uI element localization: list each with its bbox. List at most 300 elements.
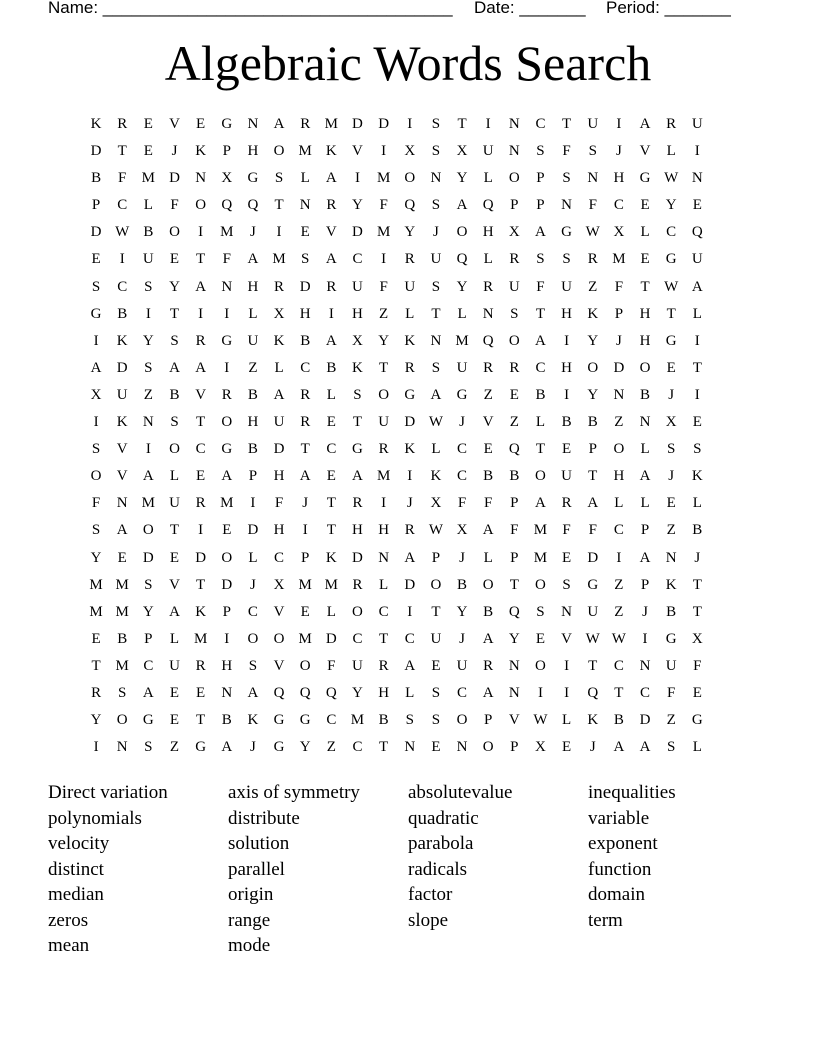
grid-cell: Z xyxy=(509,414,519,431)
word-list-item: origin xyxy=(228,884,274,905)
grid-cell: B xyxy=(143,224,154,241)
grid-cell: A xyxy=(325,332,337,349)
grid-cell: I xyxy=(694,386,700,403)
grid-cell: E xyxy=(169,549,180,566)
grid-cell: M xyxy=(193,630,208,647)
grid-cell: Z xyxy=(588,278,598,295)
grid-cell: B xyxy=(91,170,102,187)
grid-cell: S xyxy=(118,684,127,701)
grid-cell: T xyxy=(196,712,206,729)
grid-cell: N xyxy=(456,739,468,756)
grid-cell: R xyxy=(300,116,311,132)
word-list-item: radicals xyxy=(408,858,468,880)
grid-cell: W xyxy=(428,414,443,431)
grid-cell: E xyxy=(535,630,546,647)
word-column xyxy=(228,780,408,959)
grid-cell: K xyxy=(665,576,677,593)
grid-cell: S xyxy=(693,441,702,458)
grid-cell: J xyxy=(171,143,178,160)
grid-cell: N xyxy=(116,495,128,512)
grid-row xyxy=(83,463,710,490)
grid-cell: T xyxy=(588,657,598,674)
grid-cell: W xyxy=(533,712,548,729)
grid-cell: G xyxy=(142,712,154,729)
grid-cell: S xyxy=(144,739,153,756)
grid-cell: U xyxy=(352,657,363,674)
grid-cell: B xyxy=(587,414,598,431)
grid-cell: M xyxy=(220,224,234,241)
grid-cell: D xyxy=(116,359,128,376)
grid-cell: M xyxy=(350,712,365,729)
grid-cell: I xyxy=(564,386,570,403)
grid-cell: O xyxy=(299,657,311,674)
grid-cell: T xyxy=(431,603,441,620)
grid-cell: E xyxy=(169,251,180,268)
grid-cell: A xyxy=(587,495,599,512)
grid-cell: A xyxy=(247,251,259,268)
grid-cell: X xyxy=(456,143,468,160)
grid-cell: A xyxy=(482,630,494,647)
word-list-item: Direct variation xyxy=(48,782,168,803)
grid-cell: C xyxy=(535,116,546,132)
grid-cell: N xyxy=(430,332,442,349)
grid-cell: N xyxy=(116,739,128,756)
grid-cell: T xyxy=(562,116,572,132)
grid-cell: B xyxy=(613,712,624,729)
grid-row xyxy=(83,572,710,599)
word-list-item: function xyxy=(588,858,652,880)
grid-cell: M xyxy=(376,170,391,187)
grid-cell: L xyxy=(692,739,702,756)
grid-row xyxy=(83,328,710,355)
grid-cell: P xyxy=(222,143,231,160)
grid-cell: E xyxy=(196,468,206,485)
grid-cell: Y xyxy=(456,278,468,295)
grid-cell: B xyxy=(247,386,258,403)
grid-cell: G xyxy=(404,386,416,403)
grid-cell: F xyxy=(588,197,597,214)
grid-cell: S xyxy=(431,116,441,132)
grid-cell: M xyxy=(612,251,626,268)
grid-cell: A xyxy=(299,468,311,485)
grid-cell: Z xyxy=(248,359,258,376)
grid-cell: Z xyxy=(326,739,336,756)
grid-cell: P xyxy=(614,305,624,322)
grid-cell: R xyxy=(195,332,206,349)
grid-cell: Q xyxy=(299,684,311,701)
grid-cell: S xyxy=(536,251,545,268)
grid-cell: T xyxy=(169,305,180,322)
grid-cell: Q xyxy=(404,197,416,214)
grid-cell: R xyxy=(378,657,389,674)
grid-cell: J xyxy=(249,576,256,593)
grid-cell: T xyxy=(379,739,389,756)
grid-cell: P xyxy=(510,549,519,566)
grid-cell: N xyxy=(561,603,573,620)
grid-cell: A xyxy=(352,468,363,485)
grid-cell: Z xyxy=(666,712,676,729)
grid-cell: I xyxy=(198,224,204,241)
grid-cell: B xyxy=(483,468,494,485)
grid-cell: A xyxy=(325,251,337,268)
grid-cell: X xyxy=(535,739,546,756)
grid-cell: R xyxy=(404,522,415,539)
grid-cell: N xyxy=(247,116,259,132)
grid-cell: O xyxy=(430,576,442,593)
grid-cell: T xyxy=(692,576,702,593)
grid-cell: X xyxy=(404,143,416,160)
grid-cell: S xyxy=(588,143,597,160)
grid-cell: G xyxy=(691,712,703,729)
grid-cell: D xyxy=(404,414,416,431)
grid-cell: I xyxy=(381,143,387,160)
grid-cell: T xyxy=(666,305,676,322)
word-list-item: axis of symmetry xyxy=(228,782,360,803)
grid-cell: R xyxy=(509,359,520,376)
grid-cell: L xyxy=(692,495,702,512)
grid-cell: E xyxy=(640,251,650,268)
grid-cell: O xyxy=(613,441,625,458)
grid-cell: R xyxy=(378,441,389,458)
grid-cell: Y xyxy=(508,630,520,647)
grid-cell: P xyxy=(510,197,519,214)
grid-cell: A xyxy=(639,116,651,132)
grid-cell: P xyxy=(484,712,493,729)
grid-cell: W xyxy=(115,224,130,241)
grid-cell: H xyxy=(561,305,573,322)
grid-cell: I xyxy=(354,170,360,187)
grid-cell: T xyxy=(431,305,441,322)
grid-cell: H xyxy=(273,522,285,539)
grid-cell: R xyxy=(326,278,337,295)
grid-cell: L xyxy=(640,495,650,512)
grid-cell: F xyxy=(693,657,702,674)
grid-cell: E xyxy=(431,739,441,756)
grid-cell: R xyxy=(352,495,363,512)
word-list-item: parallel xyxy=(228,858,285,880)
grid-cell: N xyxy=(482,305,494,322)
grid-cell: N xyxy=(665,549,677,566)
word-column xyxy=(408,780,588,959)
grid-cell: O xyxy=(404,170,416,187)
grid-row xyxy=(83,517,710,544)
grid-cell: C xyxy=(117,278,128,295)
grid-cell: O xyxy=(482,739,494,756)
grid-cell: D xyxy=(404,576,416,593)
grid-cell: O xyxy=(508,332,520,349)
grid-cell: Q xyxy=(325,684,337,701)
grid-cell: N xyxy=(639,414,651,431)
grid-cell: H xyxy=(352,305,363,322)
grid-cell: O xyxy=(169,441,180,458)
grid-cell: Q xyxy=(482,197,494,214)
grid-cell: I xyxy=(537,684,543,701)
grid-cell: I xyxy=(694,143,700,160)
grid-cell: S xyxy=(405,712,414,729)
grid-cell: G xyxy=(247,170,259,187)
grid-cell: T xyxy=(326,522,336,539)
grid-cell: C xyxy=(326,441,337,458)
grid-cell: N xyxy=(508,116,520,132)
grid-cell: E xyxy=(666,359,676,376)
grid-cell: I xyxy=(93,739,99,756)
grid-cell: E xyxy=(143,143,153,160)
header xyxy=(48,0,748,20)
grid-row xyxy=(83,680,710,707)
grid-cell: V xyxy=(169,576,180,593)
grid-cell: N xyxy=(221,278,233,295)
grid-cell: B xyxy=(561,414,572,431)
grid-cell: H xyxy=(639,332,651,349)
grid-cell: M xyxy=(455,332,469,349)
grid-cell: S xyxy=(170,414,179,431)
grid-cell: S xyxy=(353,386,362,403)
grid-cell: T xyxy=(196,251,206,268)
grid-cell: T xyxy=(117,143,127,160)
grid-cell: G xyxy=(273,739,285,756)
grid-cell: M xyxy=(115,603,129,620)
grid-cell: U xyxy=(273,414,285,431)
grid-cell: K xyxy=(404,441,416,458)
grid-cell: A xyxy=(273,386,285,403)
grid-row xyxy=(83,274,710,301)
word-list-item: term xyxy=(588,909,623,931)
grid-cell: G xyxy=(299,712,311,729)
grid-cell: H xyxy=(378,684,390,701)
grid-cell: A xyxy=(195,359,207,376)
grid-cell: D xyxy=(221,576,233,593)
grid-cell: G xyxy=(561,224,573,241)
grid-cell: C xyxy=(352,739,363,756)
grid-row xyxy=(83,409,710,436)
grid-cell: G xyxy=(90,305,102,322)
grid-row xyxy=(83,707,710,734)
grid-cell: S xyxy=(144,278,153,295)
grid-cell: G xyxy=(587,576,599,593)
grid-cell: B xyxy=(457,576,468,593)
grid-cell: X xyxy=(691,630,703,647)
grid-cell: R xyxy=(300,386,311,403)
word-list-item: distinct xyxy=(48,858,104,880)
grid-cell: O xyxy=(352,603,363,620)
grid-cell: L xyxy=(562,712,572,729)
grid-cell: M xyxy=(298,630,312,647)
grid-cell: M xyxy=(220,495,234,512)
grid-cell: V xyxy=(325,224,337,241)
grid-cell: Y xyxy=(587,386,599,403)
grid-cell: A xyxy=(535,495,546,512)
grid-cell: A xyxy=(482,522,494,539)
name-field: Name: _____________________________________ xyxy=(48,0,453,17)
grid-cell: T xyxy=(535,441,546,458)
grid-row xyxy=(83,599,710,626)
grid-cell: J xyxy=(589,739,596,756)
grid-cell: I xyxy=(694,332,700,349)
grid-cell: E xyxy=(91,251,101,268)
grid-cell: K xyxy=(90,116,102,132)
grid-cell: I xyxy=(276,224,282,241)
grid-row xyxy=(83,382,710,409)
grid-cell: K xyxy=(404,332,416,349)
grid-cell: O xyxy=(378,386,390,403)
grid-cell: A xyxy=(221,468,233,485)
grid-cell: D xyxy=(587,549,599,566)
grid-cell: J xyxy=(668,468,675,485)
grid-cell: R xyxy=(509,251,520,268)
grid-cell: I xyxy=(224,359,230,376)
grid-cell: X xyxy=(456,522,468,539)
grid-cell: N xyxy=(691,170,703,187)
grid-cell: S xyxy=(431,143,441,160)
grid-cell: Z xyxy=(614,576,624,593)
grid-cell: B xyxy=(378,712,389,729)
grid-cell: G xyxy=(221,116,233,132)
grid-cell: U xyxy=(508,278,520,295)
grid-cell: Q xyxy=(456,251,468,268)
grid-cell: R xyxy=(300,414,311,431)
grid-cell: T xyxy=(379,359,389,376)
grid-cell: I xyxy=(564,684,570,701)
grid-cell: E xyxy=(143,116,153,132)
word-list-item: velocity xyxy=(48,833,110,854)
grid-cell: O xyxy=(456,224,468,241)
grid-cell: E xyxy=(562,739,572,756)
grid-cell: T xyxy=(535,305,546,322)
grid-cell: L xyxy=(326,603,336,620)
grid-cell: H xyxy=(247,414,259,431)
grid-cell: T xyxy=(509,576,519,593)
grid-cell: E xyxy=(169,712,180,729)
grid-cell: U xyxy=(665,657,677,674)
grid-cell: R xyxy=(666,116,677,132)
grid-cell: H xyxy=(378,522,390,539)
grid-cell: O xyxy=(535,468,546,485)
grid-cell: D xyxy=(90,143,102,160)
grid-cell: U xyxy=(169,495,180,512)
grid-cell: C xyxy=(326,712,337,729)
grid-cell: D xyxy=(325,630,337,647)
grid-cell: I xyxy=(616,549,622,566)
grid-cell: A xyxy=(247,684,259,701)
grid-cell: V xyxy=(169,116,180,132)
grid-cell: R xyxy=(483,278,494,295)
grid-cell: C xyxy=(247,603,258,620)
grid-cell: P xyxy=(536,197,545,214)
grid-cell: E xyxy=(169,684,180,701)
grid-cell: U xyxy=(247,332,259,349)
grid-cell: A xyxy=(482,684,494,701)
grid-cell: E xyxy=(640,197,650,214)
grid-cell: S xyxy=(248,657,258,674)
grid-cell: I xyxy=(250,495,256,512)
grid-cell: S xyxy=(562,576,571,593)
grid-cell: L xyxy=(457,305,467,322)
grid-cell: W xyxy=(664,278,679,295)
grid-cell: I xyxy=(381,495,387,512)
grid-cell: G xyxy=(273,712,285,729)
grid-cell: T xyxy=(91,657,101,674)
grid-cell: J xyxy=(694,549,701,566)
grid-row xyxy=(83,219,710,246)
grid-cell: D xyxy=(378,116,390,132)
grid-cell: S xyxy=(510,305,519,322)
grid-cell: R xyxy=(195,657,206,674)
grid-cell: H xyxy=(247,143,259,160)
grid-cell: K xyxy=(691,468,703,485)
grid-row xyxy=(83,626,710,653)
grid-cell: L xyxy=(640,224,650,241)
grid-cell: Z xyxy=(614,603,624,620)
grid-cell: Q xyxy=(482,332,494,349)
grid-cell: C xyxy=(300,359,311,376)
grid-cell: M xyxy=(298,143,312,160)
grid-cell: D xyxy=(247,522,259,539)
grid-cell: K xyxy=(587,712,599,729)
grid-cell: B xyxy=(326,359,337,376)
grid-cell: O xyxy=(90,468,102,485)
grid-cell: U xyxy=(116,386,128,403)
grid-cell: W xyxy=(664,170,679,187)
word-list-item: absolutevalue xyxy=(408,782,513,803)
grid-cell: V xyxy=(561,630,573,647)
grid-cell: O xyxy=(195,197,207,214)
grid-cell: F xyxy=(222,251,231,268)
grid-cell: L xyxy=(405,305,415,322)
grid-cell: E xyxy=(431,657,441,674)
grid-cell: Q xyxy=(587,684,599,701)
grid-cell: L xyxy=(143,197,153,214)
grid-cell: T xyxy=(692,359,702,376)
grid-cell: I xyxy=(328,305,334,322)
grid-cell: L xyxy=(405,684,415,701)
grid-cell: D xyxy=(142,549,154,566)
grid-cell: I xyxy=(564,657,570,674)
grid-cell: F xyxy=(666,684,676,701)
grid-cell: L xyxy=(274,359,284,376)
grid-cell: F xyxy=(562,143,571,160)
grid-cell: T xyxy=(300,441,310,458)
grid-cell: F xyxy=(536,278,545,295)
grid-cell: X xyxy=(430,495,442,512)
grid-cell: A xyxy=(142,468,154,485)
grid-row xyxy=(83,436,710,463)
word-column xyxy=(48,780,228,959)
grid-cell: K xyxy=(116,414,128,431)
grid-cell: J xyxy=(406,495,413,512)
page-title: Algebraic Words Search xyxy=(164,35,652,91)
grid-cell: C xyxy=(457,441,468,458)
grid-cell: O xyxy=(169,224,180,241)
grid-cell: C xyxy=(613,197,624,214)
grid-cell: H xyxy=(221,657,233,674)
grid-cell: N xyxy=(221,684,233,701)
grid-cell: Z xyxy=(483,386,493,403)
grid-cell: Z xyxy=(169,739,180,756)
grid-cell: C xyxy=(404,630,415,647)
grid-cell: Z xyxy=(666,522,676,539)
grid-cell: E xyxy=(196,684,206,701)
grid-cell: E xyxy=(326,468,336,485)
grid-cell: O xyxy=(116,712,128,729)
grid-cell: G xyxy=(352,441,363,458)
grid-cell: D xyxy=(273,441,285,458)
grid-cell: O xyxy=(221,549,233,566)
grid-cell: H xyxy=(613,170,625,187)
grid-cell: U xyxy=(142,251,154,268)
grid-cell: F xyxy=(327,657,336,674)
grid-cell: G xyxy=(665,630,677,647)
letter-grid xyxy=(83,111,710,761)
